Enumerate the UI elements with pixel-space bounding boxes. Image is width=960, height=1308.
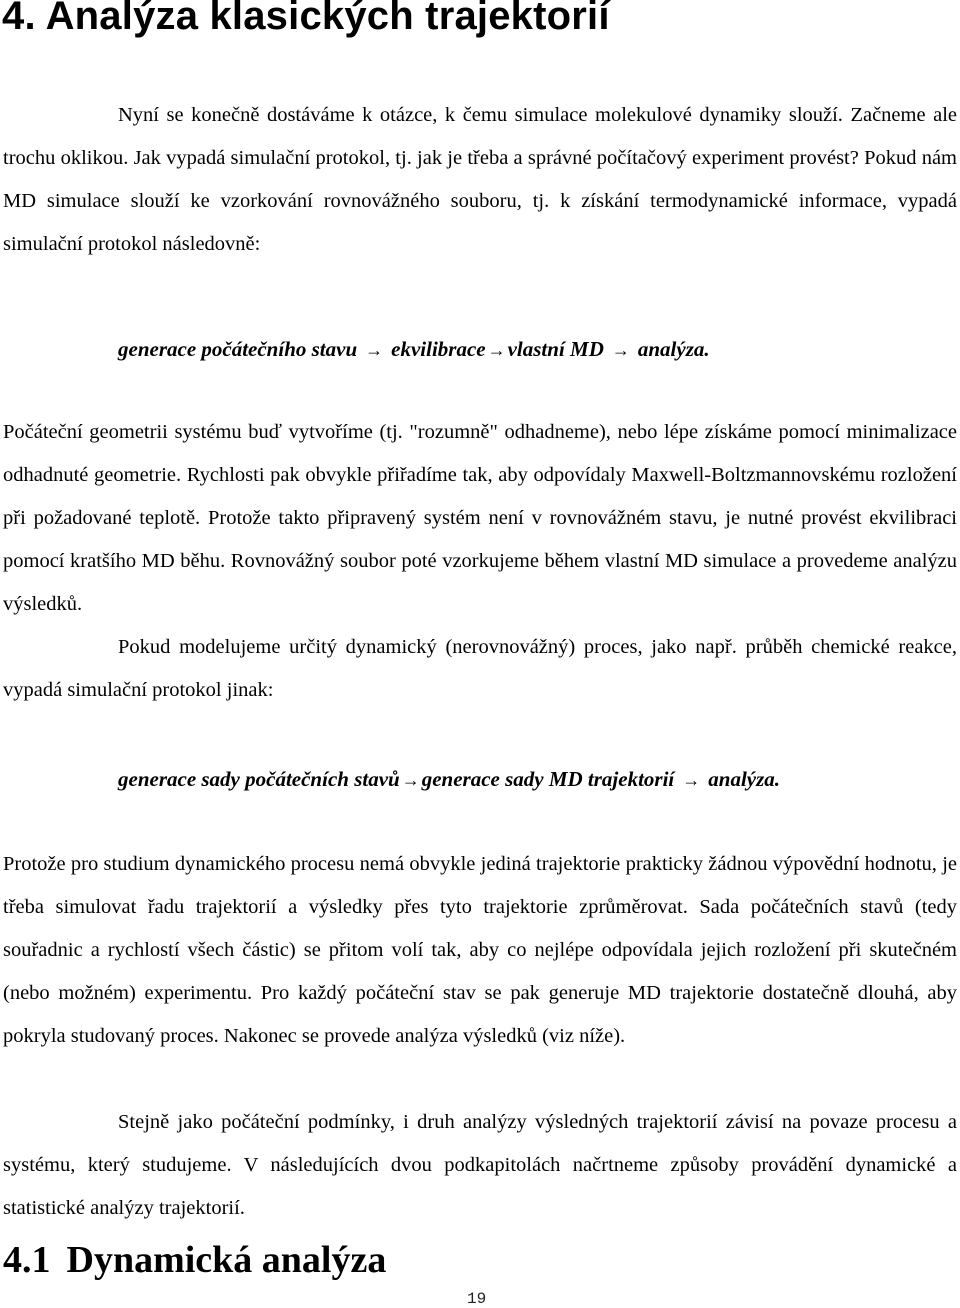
paragraph-analysis-types: Stejně jako počáteční podmínky, i druh analýzy výsledných trajektorií závisí na povaze procesu a systému, který studujeme. V následujících dvou podkapitolách načrtneme způsoby provádění dynamické a statistické analýzy trajektorií.: [3, 1111, 957, 1219]
right-arrow-icon: →: [365, 340, 384, 360]
scheme-step: ekvilibrace: [391, 337, 486, 361]
scheme-step: generace sady MD trajektorií: [421, 767, 675, 791]
section-title: Dynamická analýza: [66, 1239, 387, 1281]
paragraph-trajectories: Protože pro studium dynamického procesu nemá obvykle jediná trajektorie prakticky žádnou výpovědní hodnotu, je třeba simulovat řadu trajektorií a výsledky přes tyto trajektorie zprůměrovat. Sada počátečních stavů (tedy souřadnic a rychlostí všech částic) se přitom volí tak, aby co nejlépe odpovídala jejich rozložení při skutečném (nebo možném) experimentu. Pro každý počáteční stav se pak generuje MD trajektorie dostatečně dlouhá, aby pokryla studovaný proces. Nakonec se provede analýza výsledků (viz níže).: [3, 853, 957, 1047]
dynamic-protocol-scheme: [118, 766, 780, 793]
right-arrow-icon: →: [487, 340, 506, 360]
page-number: 19: [467, 1290, 487, 1308]
paragraph-dynamic-process: Pokud modelujeme určitý dynamický (nerovnovážný) proces, jako např. průběh chemické reakce, vypadá simulační protokol jinak:: [3, 636, 957, 701]
right-arrow-icon: →: [401, 770, 420, 790]
scheme-step: analýza.: [637, 337, 710, 361]
section-number: 4.1: [3, 1239, 51, 1281]
section-heading: [3, 1238, 386, 1282]
scheme-step: generace počátečního stavu: [118, 337, 358, 361]
right-arrow-icon: →: [682, 770, 701, 790]
paragraph-initial-geometry: Počáteční geometrii systému buď vytvoříme (tj. "rozumně" odhadneme), nebo lépe získáme pomocí minimalizace odhadnuté geometrie. Rychlosti pak obvykle přiřadíme tak, aby odpovídaly Maxwell-Boltzmannovskému rozložení při požadované teplotě. Protože takto připravený systém není v rovnovážném stavu, je nutné provést ekvilibraci pomocí kratšího MD běhu. Rovnovážný soubor poté vzorkujeme během vlastní MD simulace a provedeme analýzu výsledků.: [3, 421, 957, 615]
chapter-heading: 4. Analýza klasických trajektorií: [2, 0, 610, 38]
scheme-step: analýza.: [708, 767, 781, 791]
scheme-step: vlastní MD: [507, 337, 604, 361]
equilibrium-protocol-scheme: [118, 336, 710, 363]
right-arrow-icon: →: [611, 340, 630, 360]
scheme-step: generace sady počátečních stavů: [118, 767, 400, 791]
paragraph-intro: Nyní se konečně dostáváme k otázce, k čemu simulace molekulové dynamiky slouží. Začneme ale trochu oklikou. Jak vypadá simulační protokol, tj. jak je třeba a správné počítačový experiment provést? Pokud nám MD simulace slouží ke vzorkování rovnovážného souboru, tj. k získání termodynamické informace, vypadá simulační protokol následovně:: [3, 104, 957, 255]
